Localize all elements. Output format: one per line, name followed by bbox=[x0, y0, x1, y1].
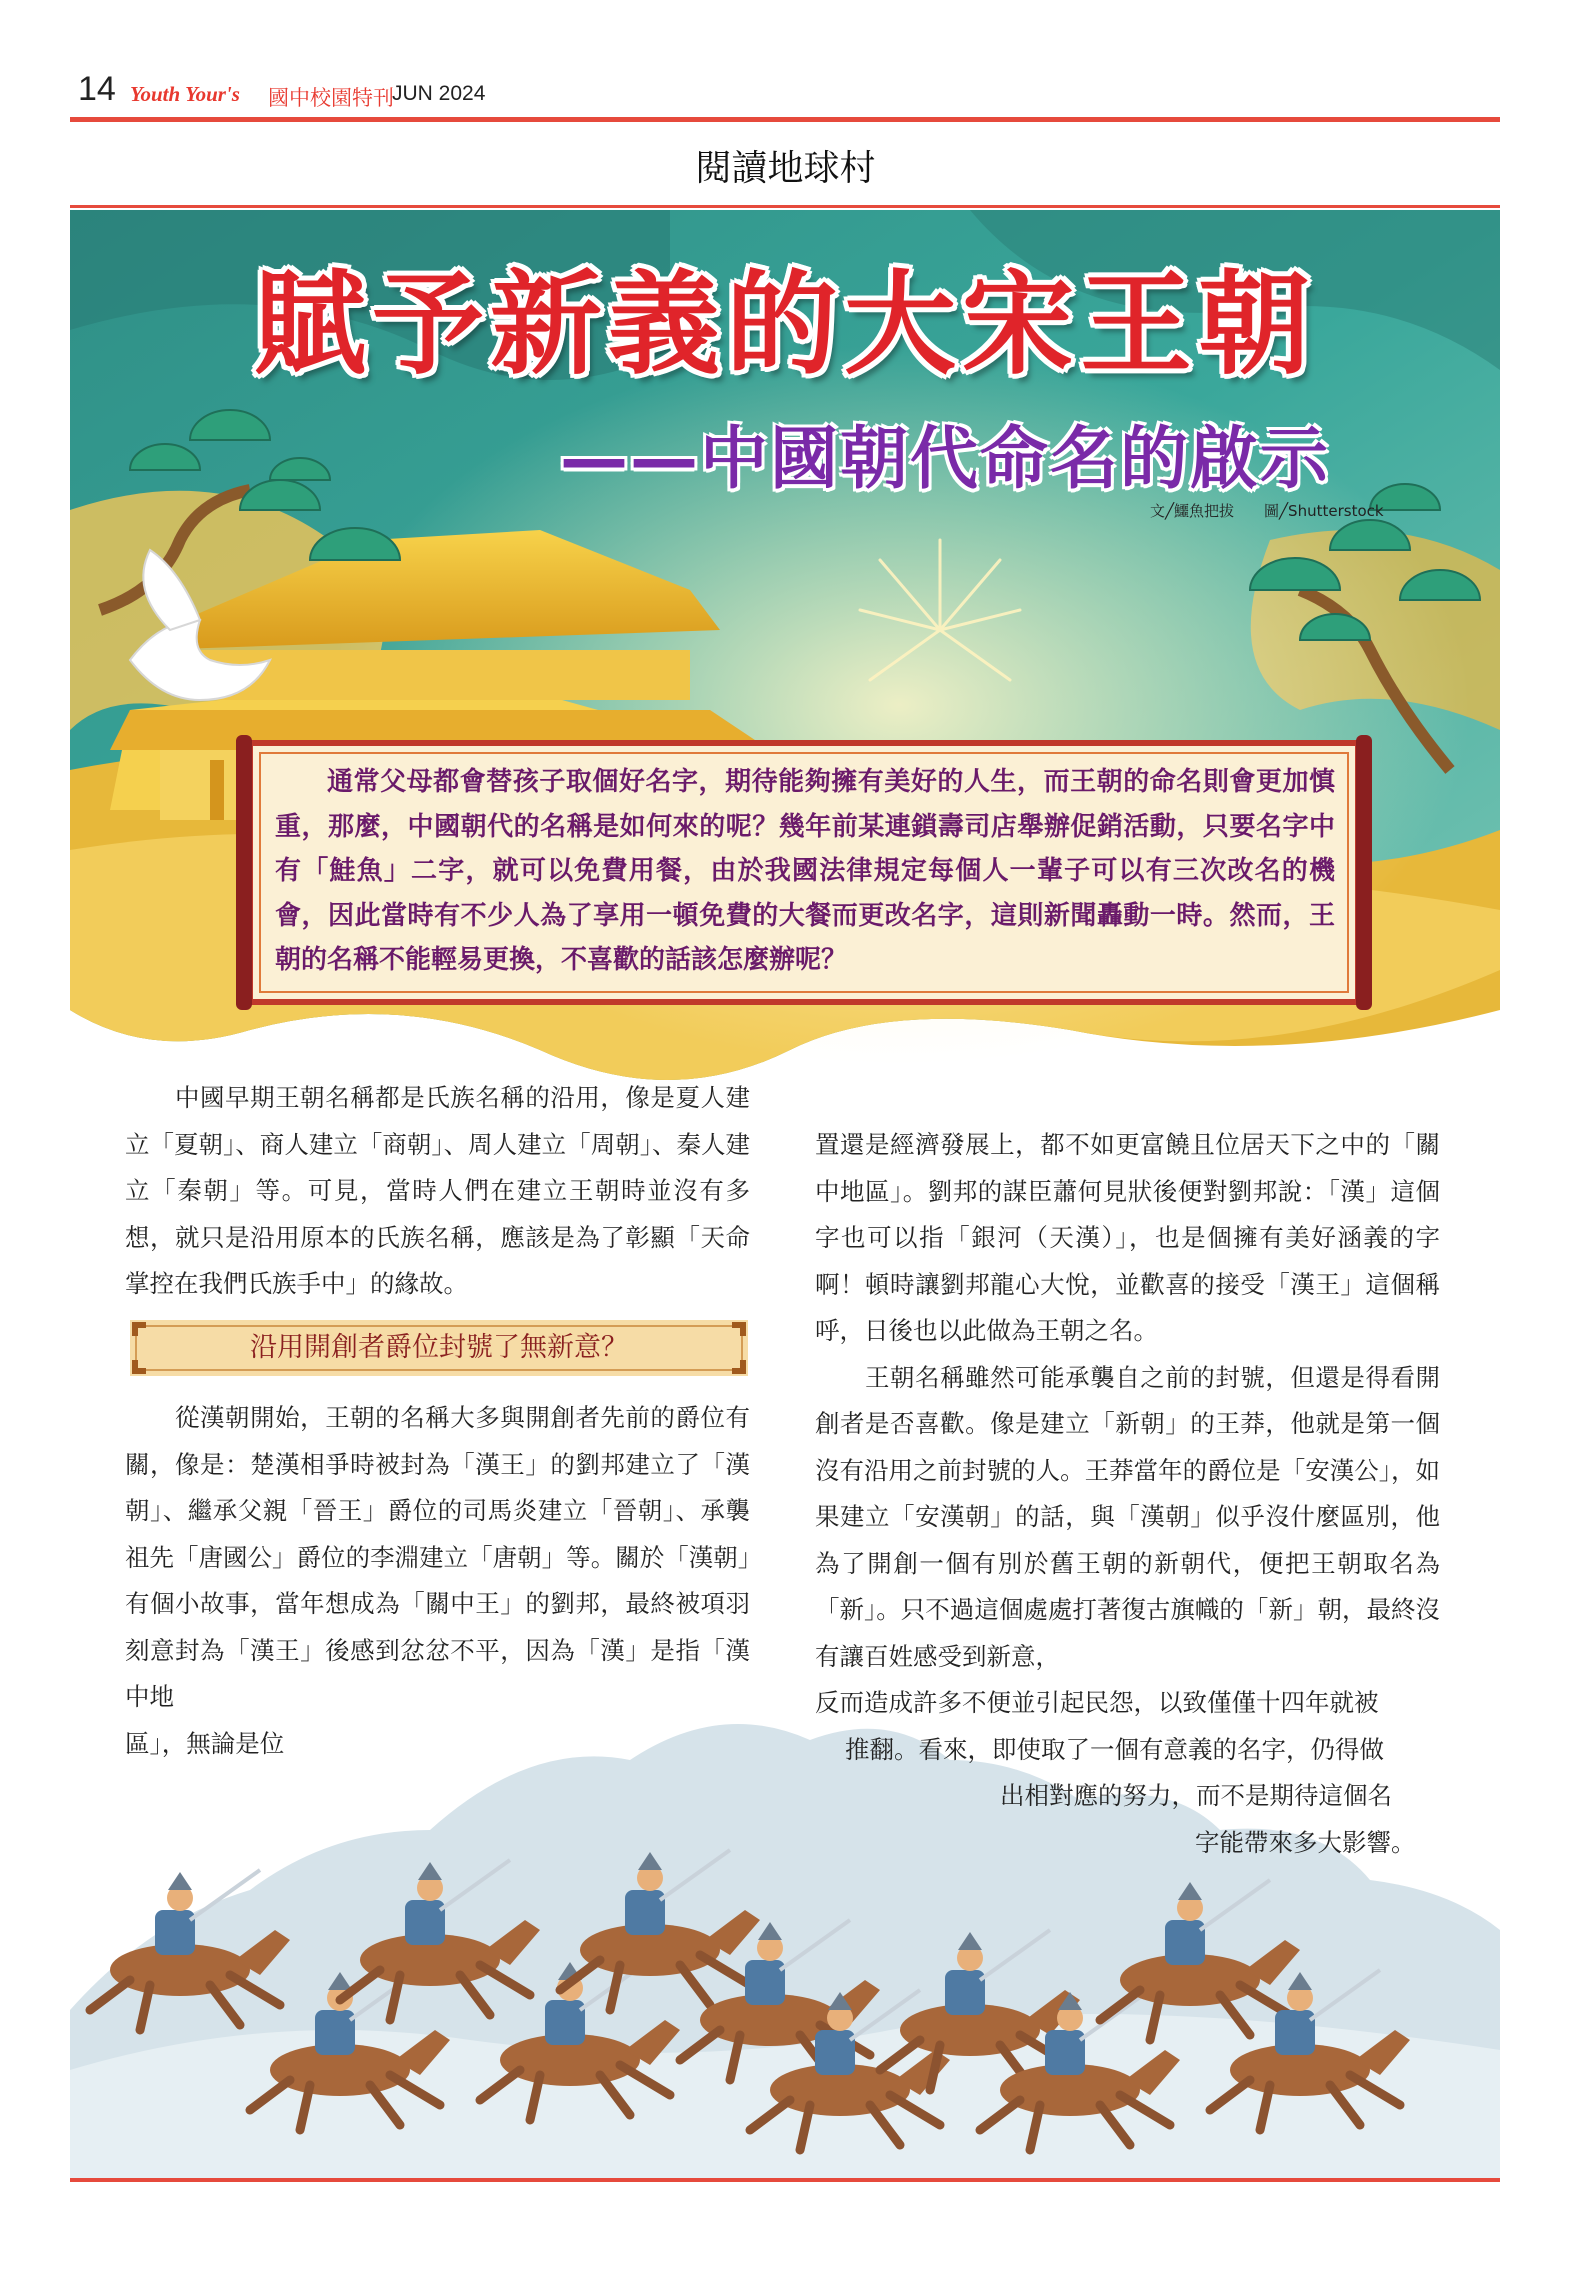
footer-rule bbox=[70, 2178, 1500, 2182]
paragraph-xin-dynasty: 王朝名稱雖然可能承襲自之前的封號，但還是得看開創者是否喜歡。像是建立「新朝」的王莽，他就是第一個沒有沿用之前封號的人。王莽當年的爵位是「安漢公」，如果建立「安漢朝」的話，與「漢朝」似乎沒什麼區別，他為了開創一個有別於舊王朝的新朝代，便把王朝取名為「新」。只不過這個處處打著復古旗幟的「新」朝，最終沒有讓百姓感受到新意， bbox=[815, 1362, 1440, 1671]
right-tail-line-1: 反而造成許多不便並引起民怨，以致僅僅十四年就被 bbox=[815, 1688, 1379, 1717]
paragraph-han-dynasty-text: 從漢朝開始，王朝的名稱大多與開創者先前的爵位有關，像是：楚漢相爭時被封為「漢王」的劉邦建立了「漢朝」、繼承父親「晉王」爵位的司馬炎建立「晉朝」、承襲祖先「唐國公」爵位的李淵建立「唐朝」等。關於「漢朝」有個小故事，當年想成為「關中王」的劉邦，最終被項羽刻意封為「漢王」後感到忿忿不平，因為「漢」是指「漢中地 bbox=[125, 1403, 750, 1711]
issue-date: JUN 2024 bbox=[392, 82, 486, 105]
paragraph-han-dynasty-tail: 區」，無論是位 bbox=[125, 1728, 285, 1758]
cavalry-illustration bbox=[70, 1590, 1500, 2180]
section-title: 閱讀地球村 bbox=[695, 148, 876, 189]
intro-text: 通常父母都會替孩子取個好名字，期待能夠擁有美好的人生，而王朝的命名則會更加慎重，那麼，中國朝代的名稱是如何來的呢？幾年前某連鎖壽司店舉辦促銷活動，只要名字中有「鮭魚」二字，就可以免費用餐，由於我國法律規定每個人一輩子可以有三次改名的機會，因此當時有不少人為了享用一頓免費的大餐而更改名字，這則新聞轟動一時。然而，王朝的名稱不能輕易更換，不喜歡的話該怎麼辦呢？ bbox=[275, 767, 1335, 975]
paragraph-dynasty-origins: 中國早期王朝名稱都是氏族名稱的沿用，像是夏人建立「夏朝」、商人建立「商朝」、周人建立「周朝」、秦人建立「秦朝」等。可見，當時人們在建立王朝時並沒有多想，就只是沿用原本的氏族名稱，應該是為了彰顯「天命掌控在我們氏族手中」的緣故。 bbox=[125, 1083, 750, 1298]
right-tail-line-4: 字能帶來多大影響。 bbox=[1195, 1827, 1416, 1857]
page-number: 14 bbox=[78, 70, 116, 108]
paragraph-xiao-he: 置還是經濟發展上，都不如更富饒且位居天下之中的「關中地區」。劉邦的謀臣蕭何見狀後便對劉邦說：「漢」這個字也可以指「銀河（天漢）」，也是個擁有美好涵義的字啊！頓時讓劉邦龍心大悅，並歡喜的接受「漢王」這個稱呼，日後也以此做為王朝之名。 bbox=[815, 1130, 1440, 1345]
article-byline: 文╱鱷魚把拔 圖╱Shutterstock bbox=[1150, 502, 1384, 520]
left-column-top bbox=[125, 1075, 750, 1308]
magazine-brand: Youth Your's bbox=[130, 82, 240, 106]
subheading: 沿用開創者爵位封號了無新意？ bbox=[250, 1332, 628, 1363]
right-column-tail bbox=[815, 1680, 1440, 1866]
right-tail-line-2: 推翻。看來，即使取了一個有意義的名字，仍得做 bbox=[845, 1734, 1384, 1764]
article-title: 賦予新義的大宋王朝 bbox=[254, 260, 1316, 390]
right-tail-line-3: 出相對應的努力，而不是期待這個名 bbox=[1000, 1781, 1392, 1810]
header-rule bbox=[70, 117, 1500, 122]
section-rule bbox=[70, 205, 1500, 208]
issue-name: 國中校園特刊 bbox=[268, 86, 394, 110]
article-subtitle: ——中國朝代命名的啟示 bbox=[560, 420, 1331, 499]
